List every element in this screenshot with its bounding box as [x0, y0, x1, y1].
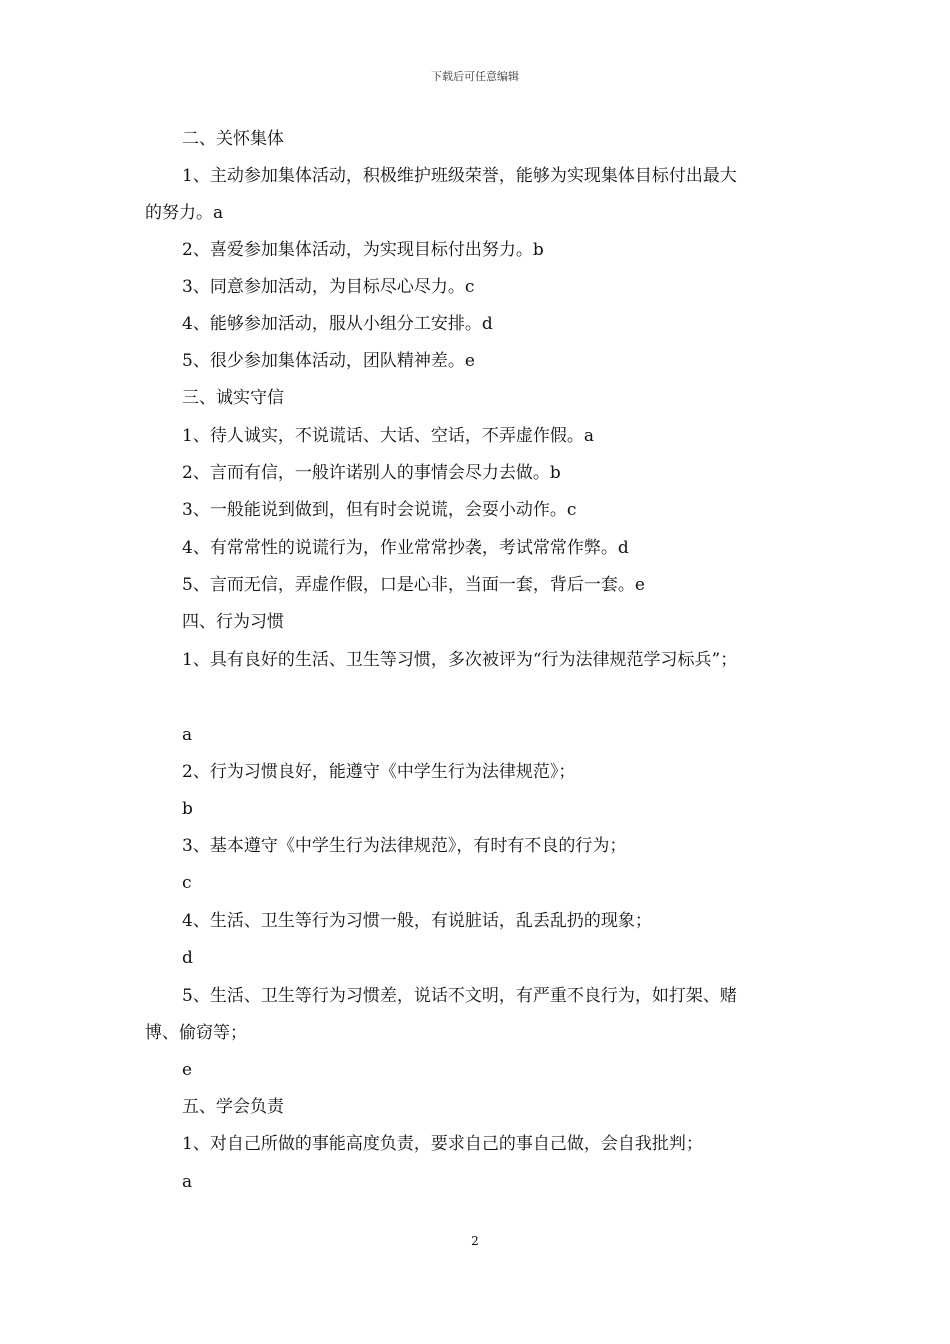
section-heading: 五、学会负责 — [182, 1097, 284, 1117]
paragraph-line: 2、喜爱参加集体活动，为实现目标付出努力。b — [182, 240, 544, 260]
paragraph-line: 4、能够参加活动，服从小组分工安排。d — [182, 314, 493, 334]
header-note: 下载后可任意编辑 — [431, 70, 519, 83]
paragraph-line: 5、很少参加集体活动，团队精神差。e — [182, 351, 475, 371]
paragraph-line: 5、言而无信，弄虚作假，口是心非，当面一套，背后一套。e — [182, 575, 645, 595]
paragraph-line: 1、待人诚实，不说谎话、大话、空话，不弄虚作假。a — [182, 426, 594, 446]
paragraph-line: 2、行为习惯良好，能遵守《中学生行为法律规范》； — [182, 762, 576, 782]
paragraph-line: a — [182, 1172, 193, 1192]
paragraph-line: 1、主动参加集体活动，积极维护班级荣誉，能够为实现集体目标付出最大 — [182, 166, 737, 186]
paragraph-line: 5、生活、卫生等行为习惯差，说话不文明，有严重不良行为，如打架、赌 — [182, 986, 737, 1006]
paragraph-line: b — [182, 799, 193, 819]
section-heading: 三、诚实守信 — [182, 388, 284, 408]
section-heading: 二、关怀集体 — [182, 129, 284, 149]
paragraph-line: 1、对自己所做的事能高度负责，要求自己的事自己做，会自我批判； — [182, 1134, 703, 1154]
paragraph-line: 3、一般能说到做到，但有时会说谎，会耍小动作。c — [182, 500, 577, 520]
paragraph-line: d — [182, 948, 193, 968]
paragraph-line: c — [182, 873, 192, 893]
paragraph-line: 4、生活、卫生等行为习惯一般，有说脏话，乱丢乱扔的现象； — [182, 911, 652, 931]
paragraph-line: 2、言而有信，一般许诺别人的事情会尽力去做。b — [182, 463, 561, 483]
paragraph-line: e — [182, 1060, 193, 1080]
paragraph-line: 1、具有良好的生活、卫生等习惯，多次被评为“行为法律规范学习标兵”； — [182, 650, 738, 670]
page-number: 2 — [471, 1234, 479, 1248]
paragraph-line: 博、偷窃等； — [145, 1023, 247, 1043]
paragraph-line: 的努力。a — [145, 203, 224, 223]
paragraph-line: 3、基本遵守《中学生行为法律规范》，有时有不良的行为； — [182, 836, 627, 856]
paragraph-line: 3、同意参加活动，为目标尽心尽力。c — [182, 277, 475, 297]
paragraph-line: 4、有常常性的说谎行为，作业常常抄袭，考试常常作弊。d — [182, 538, 629, 558]
section-heading: 四、行为习惯 — [182, 612, 284, 632]
paragraph-line: a — [182, 725, 193, 745]
